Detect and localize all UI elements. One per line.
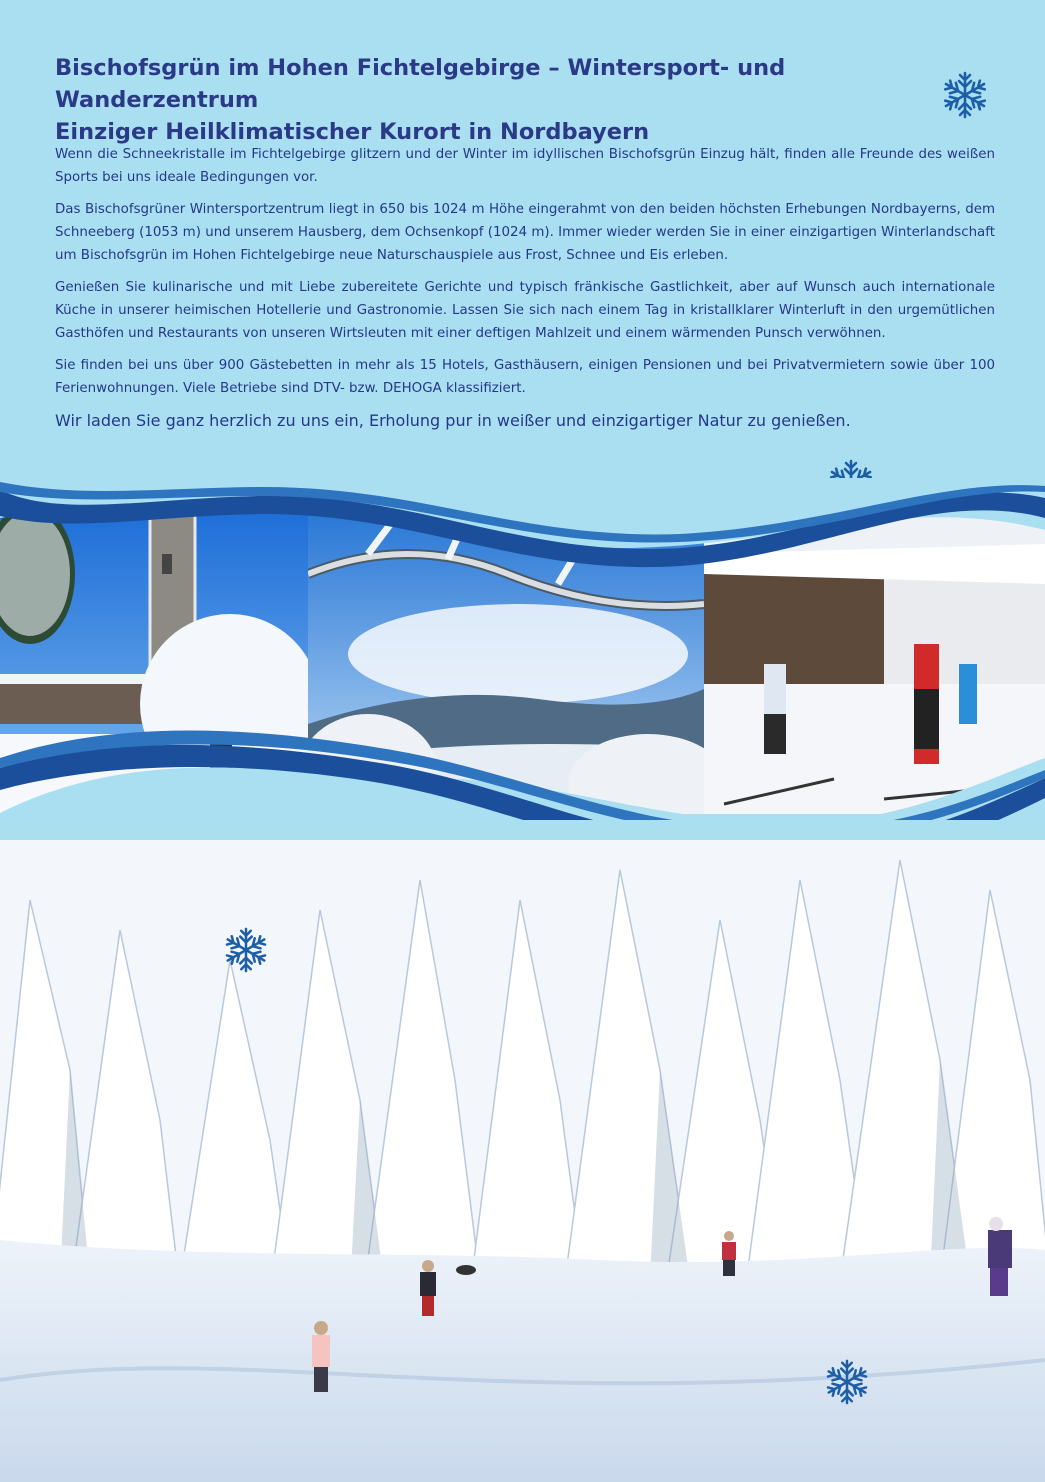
photo-strip: [0, 478, 1045, 868]
paragraph-2: Das Bischofsgrüner Wintersportzentrum liegt in 650 bis 1024 m Höhe eingerahmt von den beiden höchsten Erhebungen Nordbayerns, dem Schneeberg (1053 m) und unserem Hausberg, dem Ochsenkopf (1024 m). Immer wieder werden Sie in einer einzigartigen Winterlandschaft um Bischofsgrün im Hohen Fichtelgebirge neue Naturschauspiele aus Frost, Schnee und Eis erleben.: [55, 202, 995, 263]
wave-decoration: [0, 478, 1045, 868]
snowflake-icon: [222, 926, 270, 974]
paragraph-1: Wenn die Schneekristalle im Fichtelgebirge glitzern und der Winter im idyllischen Bischofsgrün Einzug hält, finden alle Freunde des weißen Sports bei uns ideale Bedingungen vor.: [55, 147, 995, 185]
title-line-2: Einziger Heilklimatischer Kurort in Nordbayern: [55, 119, 650, 145]
photo-ski-slope-forest: [0, 820, 1045, 1482]
snowflake-icon: [823, 1358, 871, 1406]
intro-text: [55, 143, 995, 442]
snowflake-icon: [940, 70, 990, 120]
title-line-1: Bischofsgrün im Hohen Fichtelgebirge – Wintersport- und Wanderzentrum: [55, 55, 786, 113]
closing-line: Wir laden Sie ganz herzlich zu uns ein, Erholung pur in weißer und einzigartiger Natur zu genießen.: [55, 411, 851, 430]
page-title: [55, 52, 955, 148]
paragraph-4: Sie finden bei uns über 900 Gästebetten in mehr als 15 Hotels, Gasthäusern, einigen Pensionen und bei Privatvermietern sowie über 100 Ferienwohnungen. Viele Betriebe sind DTV- bzw. DEHOGA klassifiziert.: [55, 358, 995, 396]
paragraph-3: Genießen Sie kulinarische und mit Liebe zubereitete Gerichte und typisch fränkische Gastlichkeit, aber auf Wunsch auch internationale Küche in unserer heimischen Hotellerie und Gastronomie. Lassen Sie sich nach einem Tag in kristallklarer Winterluft in den urgemütlichen Gasthöfen und Restaurants von unseren Wirtsleuten mit einer deftigen Mahlzeit und einem wärmenden Punsch verwöhnen.: [55, 280, 995, 341]
